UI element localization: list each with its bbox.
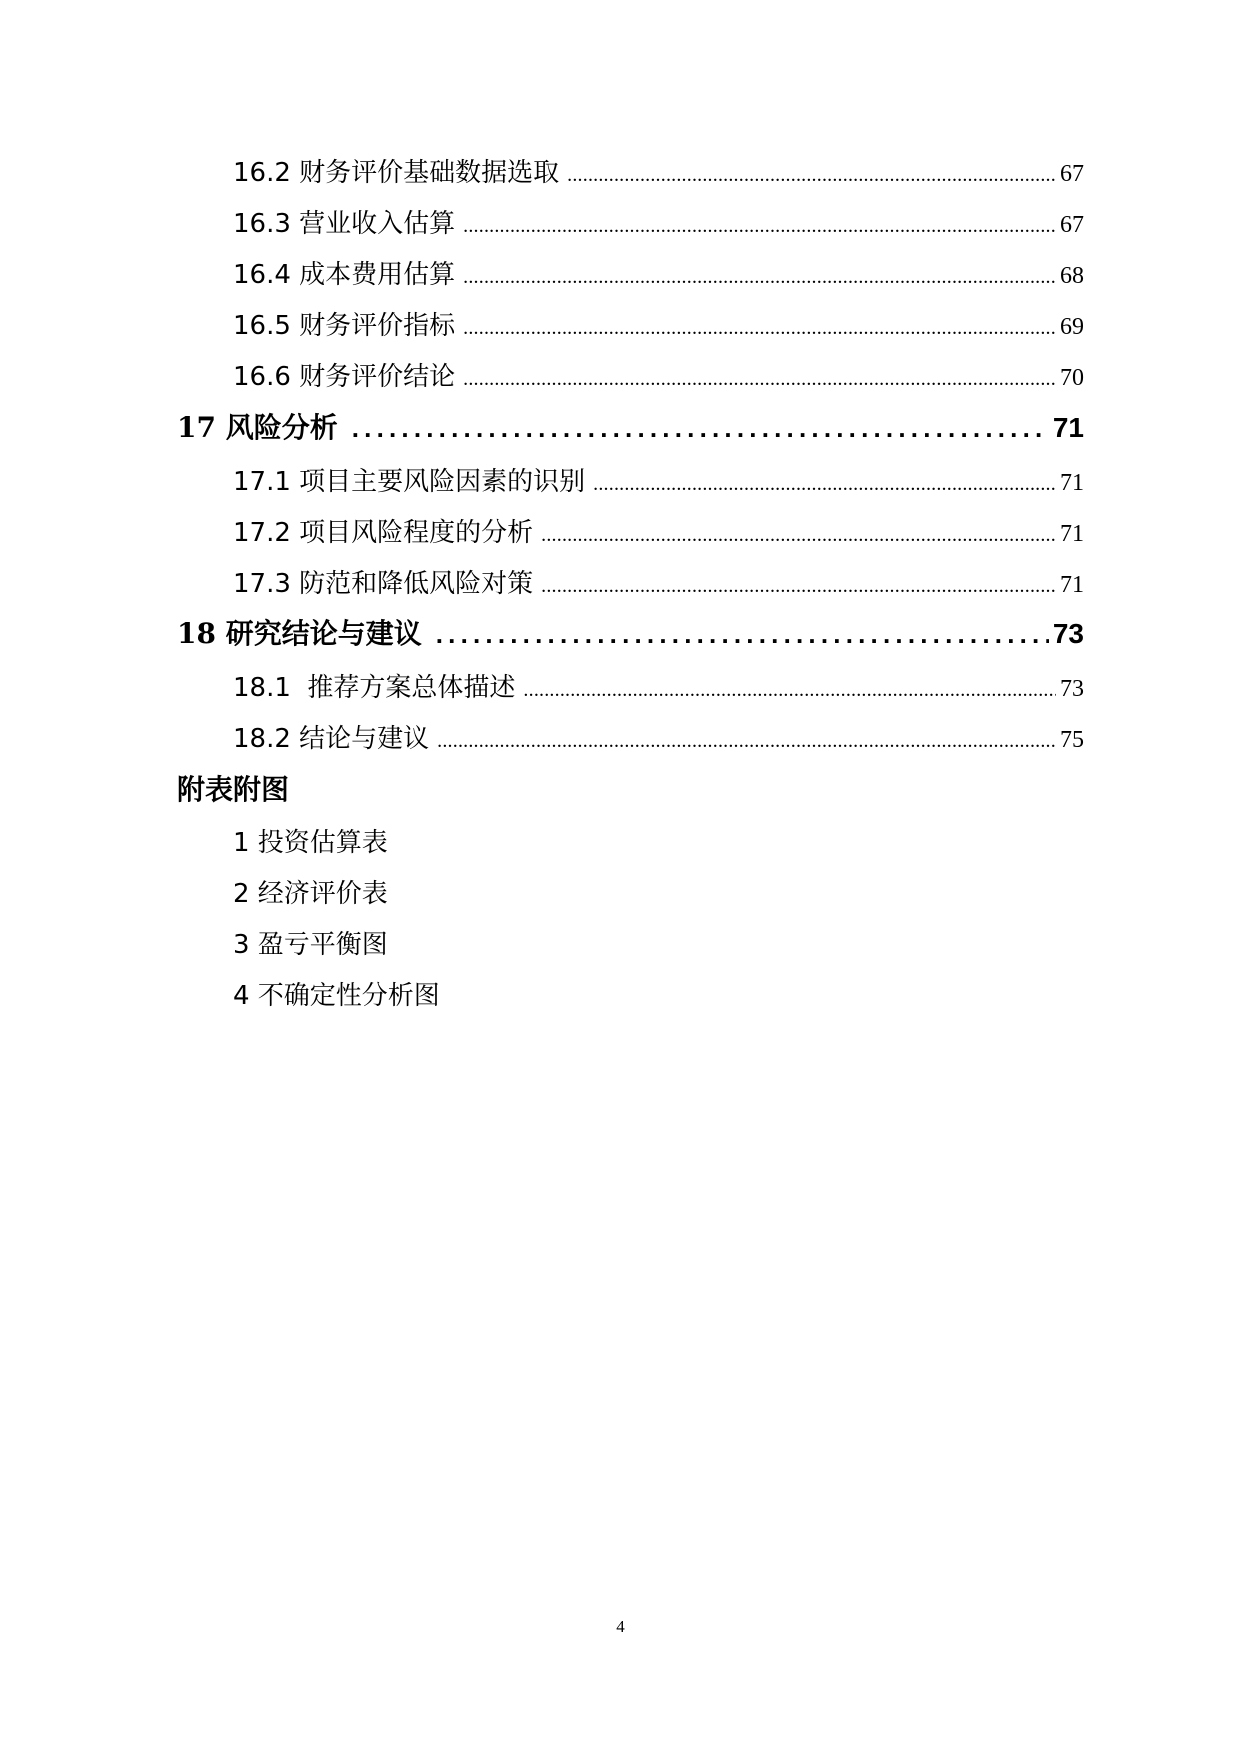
toc-entry-16-4[interactable] (233, 254, 1084, 291)
dot-leader (593, 473, 1056, 496)
toc-entry-page: 69 (1060, 314, 1084, 340)
toc-entry-page: 71 (1060, 521, 1084, 547)
toc-entry-16-6[interactable] (233, 356, 1084, 393)
appendix-item[interactable]: 4 不确定性分析图 (233, 981, 440, 1011)
toc-entry-page: 67 (1060, 212, 1084, 238)
appendix-heading: 附表附图 (177, 773, 290, 806)
toc-entry-title: 18.2 结论与建议 (233, 724, 430, 754)
toc-entry-title: 16.4 成本费用估算 (233, 260, 456, 290)
dot-leader (541, 575, 1056, 598)
appendix-item[interactable]: 1 投资估算表 (233, 828, 388, 858)
dot-leader (463, 266, 1056, 289)
dot-leader (463, 317, 1056, 340)
toc-entry-page: 68 (1060, 263, 1084, 289)
toc-entry-18-2[interactable] (233, 718, 1084, 755)
dot-leader (463, 215, 1056, 238)
dot-leader (523, 679, 1056, 702)
toc-chapter-title: 17 风险分析 (177, 411, 338, 444)
toc-entry-18-1[interactable] (233, 667, 1084, 704)
toc-entry-page: 71 (1060, 470, 1084, 496)
toc-entry-title: 17.1 项目主要风险因素的识别 (233, 467, 586, 497)
toc-entry-16-2[interactable] (233, 152, 1084, 189)
toc-chapter-18[interactable] (177, 612, 1084, 652)
page-number: 4 (616, 1617, 625, 1636)
toc-entry-17-1[interactable] (233, 461, 1084, 498)
dot-leader (463, 368, 1056, 391)
dot-leader (352, 413, 1049, 444)
toc-entry-page: 70 (1060, 365, 1084, 391)
toc-chapter-title: 18 研究结论与建议 (177, 617, 422, 650)
dot-leader (436, 619, 1049, 650)
toc-entry-17-2[interactable] (233, 512, 1084, 549)
toc-entry-16-5[interactable] (233, 305, 1084, 342)
appendix-item[interactable]: 2 经济评价表 (233, 879, 388, 909)
toc-chapter-17[interactable] (177, 406, 1084, 446)
toc-entry-16-3[interactable] (233, 203, 1084, 240)
toc-entry-title: 16.3 营业收入估算 (233, 209, 456, 239)
toc-entry-title: 16.6 财务评价结论 (233, 362, 456, 392)
toc-entry-page: 75 (1060, 727, 1084, 753)
dot-leader (567, 164, 1056, 187)
toc-entry-title: 17.3 防范和降低风险对策 (233, 569, 534, 599)
toc-entry-17-3[interactable] (233, 563, 1084, 600)
toc-entry-title: 16.5 财务评价指标 (233, 311, 456, 341)
toc-chapter-page: 73 (1052, 618, 1084, 649)
toc-entry-page: 67 (1060, 161, 1084, 187)
toc-entry-title: 18.1 推荐方案总体描述 (233, 673, 516, 703)
toc-entry-title: 16.2 财务评价基础数据选取 (233, 158, 560, 188)
toc-chapter-page: 71 (1052, 412, 1084, 443)
dot-leader (437, 730, 1056, 753)
toc-entry-page: 71 (1060, 572, 1084, 598)
dot-leader (541, 524, 1056, 547)
toc-entry-page: 73 (1060, 676, 1084, 702)
toc-entry-title: 17.2 项目风险程度的分析 (233, 518, 534, 548)
appendix-item[interactable]: 3 盈亏平衡图 (233, 930, 388, 960)
